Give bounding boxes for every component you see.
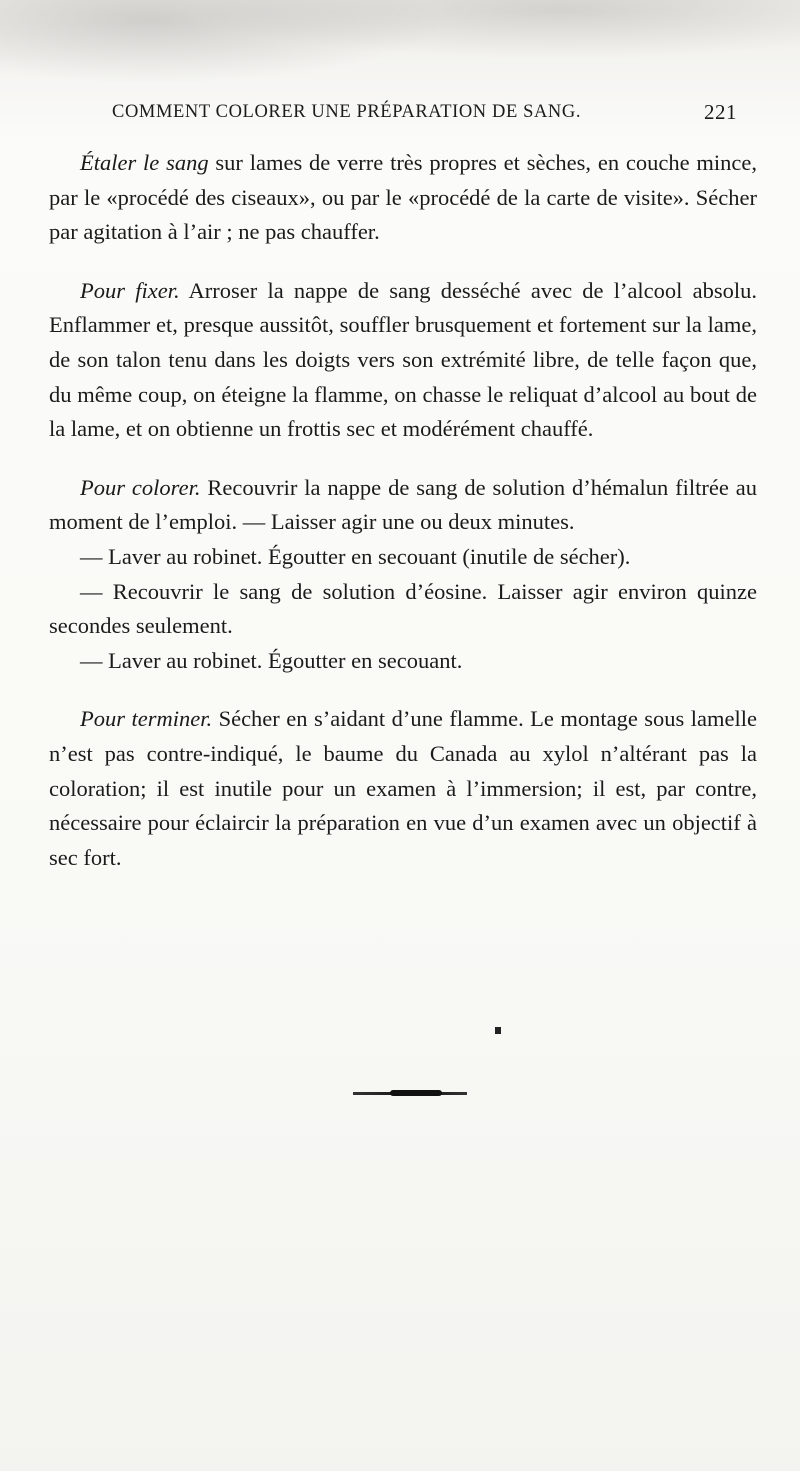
paragraph-lead: Pour terminer.: [80, 706, 213, 732]
step-text: — Laver au robinet. Égoutter en secouant.: [80, 647, 463, 673]
page-number: 221: [704, 100, 737, 124]
page-header: [112, 97, 737, 127]
paragraph-text: sur lames de verre très propres et sèches, en couche mince, par le «procédé des ciseaux», ou par le «procédé de la carte de visite». Sécher par agitation à l’air ; ne pas chauffer.: [49, 150, 758, 245]
paragraph-lead: Pour colorer.: [80, 474, 201, 500]
step-text: — Laver au robinet. Égoutter en secouant (inutile de sécher).: [80, 543, 631, 569]
end-rule-ornament: [390, 1090, 442, 1096]
step-laver-2: [49, 644, 757, 679]
paragraph-lead: Pour fixer.: [80, 277, 180, 303]
paragraph-terminer: [49, 702, 757, 875]
paragraph-text: Sécher en s’aidant d’une flamme. Le montage sous lamelle n’est pas contre-indiqué, le baume du Canada au xylol n’altérant pas la coloration; il est inutile pour un examen à l’immersion; il est, par contre, nécessaire pour éclaircir la préparation en vue d’un examen avec un objectif à sec fort.: [49, 706, 757, 870]
ink-speck: [495, 1027, 501, 1034]
paragraph-text: Arroser la nappe de sang desséché avec de l’alcool absolu. Enflammer et, presque aussitôt, souffler brusquement et fortement sur la lame, de son talon tenu dans les doigts vers son extrémité libre, de telle façon que, du même coup, on éteigne la flamme, on chasse le reliquat d’alcool au bout de la lame, et on obtienne un frottis sec et modérément chauffé.: [49, 277, 757, 442]
step-text: — Recouvrir le sang de solution d’éosine. Laisser agir environ quinze secondes seulement.: [49, 578, 757, 639]
paragraph-text: Recouvrir la nappe de sang de solution d’hémalun filtrée au moment de l’emploi. — Laisser agir une ou deux minutes.: [49, 474, 757, 535]
body-text: [49, 146, 757, 875]
step-laver-1: [49, 540, 757, 575]
step-eosine: [49, 575, 757, 644]
paragraph-lead: Étaler le sang: [80, 150, 209, 175]
paragraph-etaler: [49, 146, 757, 250]
running-title: COMMENT COLORER UNE PRÉPARATION DE SANG.: [112, 102, 582, 122]
paragraph-fixer: [49, 274, 757, 447]
paragraph-colorer: [49, 471, 757, 540]
